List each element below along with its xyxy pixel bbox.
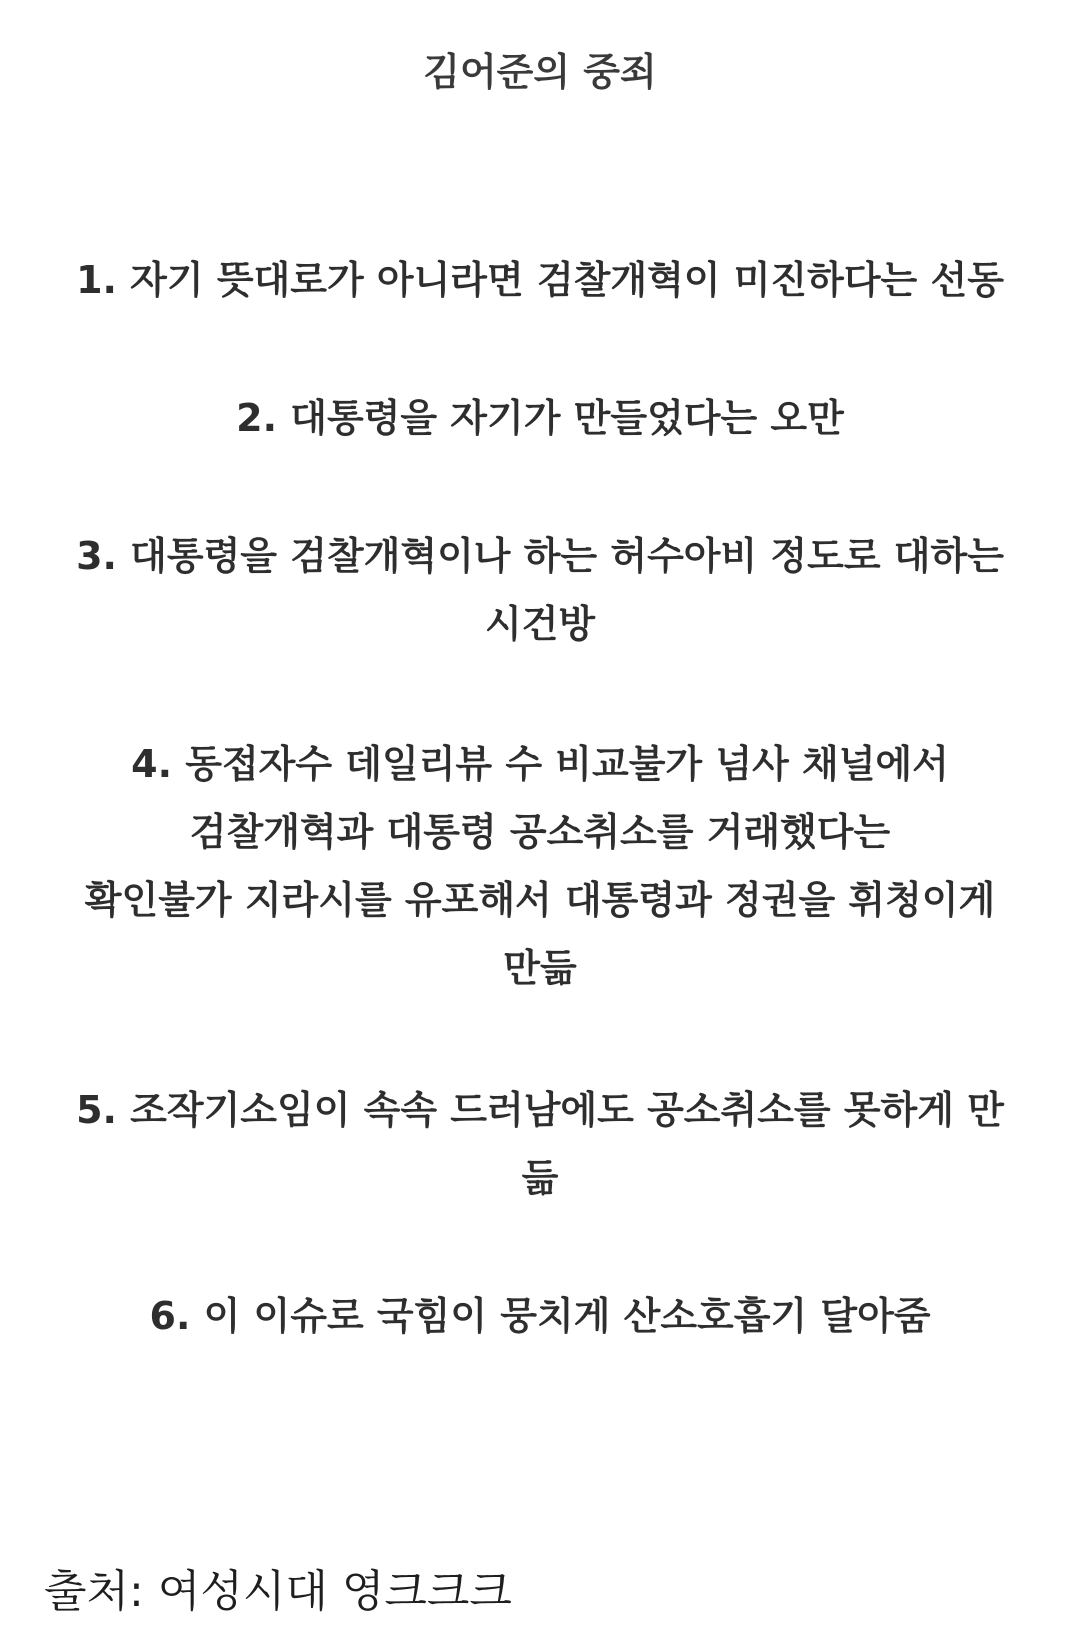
list-item-line: 듦 <box>521 1156 559 1200</box>
page-title: 김어준의 중죄 <box>423 50 657 94</box>
list-item <box>40 730 1040 1002</box>
list-item-line: 2. 대통령을 자기가 만들었다는 오만 <box>236 396 844 440</box>
list-item <box>40 1076 1040 1212</box>
list-item-line: 1. 자기 뜻대로가 아니라면 검찰개혁이 미진하다는 선동 <box>76 258 1004 302</box>
list-item-line: 6. 이 이슈로 국힘이 뭉치게 산소호흡기 달아줌 <box>149 1294 931 1338</box>
list-item <box>40 522 1040 658</box>
list-item <box>40 246 1040 314</box>
list-item-line: 검찰개혁과 대통령 공소취소를 거래했다는 <box>189 810 891 854</box>
list-item-line: 4. 동접자수 데일리뷰 수 비교불가 넘사 채널에서 <box>131 742 949 786</box>
list-item-line: 시건방 <box>484 602 596 646</box>
list-item-line: 확인불가 지라시를 유포해서 대통령과 정권을 휘청이게 <box>84 878 996 922</box>
list-item <box>40 1282 1040 1350</box>
list-item-line: 만듦 <box>503 946 577 990</box>
list-item-line: 5. 조작기소임이 속속 드러남에도 공소취소를 못하게 만 <box>76 1088 1004 1132</box>
list-item-line: 3. 대통령을 검찰개혁이나 하는 허수아비 정도로 대하는 <box>76 534 1004 578</box>
list-item <box>40 384 1040 452</box>
source-credit: 출처: 여성시대 영크크크 <box>44 1566 512 1617</box>
